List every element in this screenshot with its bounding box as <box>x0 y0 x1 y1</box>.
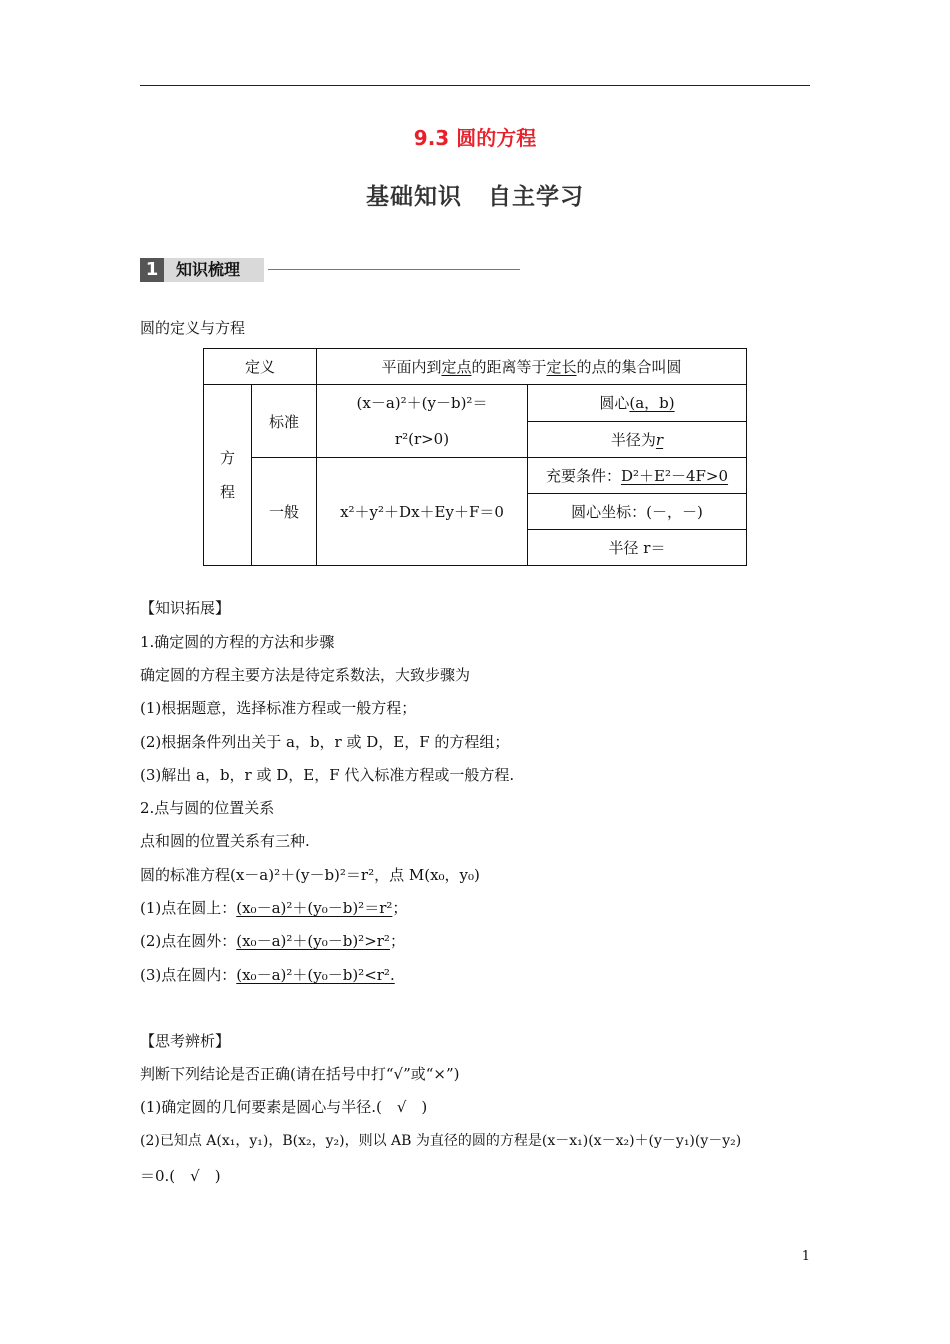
standard-radius-cell: 半径为r <box>528 421 747 458</box>
think-question-1: (1)确定圆的几何要素是圆心与半径.( √ ) <box>140 1098 428 1116</box>
standard-center-cell: 圆心(a，b) <box>528 385 747 422</box>
section-bar <box>140 258 264 282</box>
standard-center-value: (a，b) <box>629 394 675 413</box>
case-outside-circle: (2)点在圆外：(x₀－a)²＋(y₀－b)²>r²； <box>140 932 405 950</box>
section-bar-label: 知识梳理 <box>176 260 241 279</box>
standard-equation-cell <box>317 385 528 458</box>
section-bar-line <box>268 269 520 270</box>
knowledge-expand-heading: 【知识拓展】 <box>140 599 231 617</box>
expand-step-2: (2)根据条件列出关于 a，b，r 或 D，E，F 的方程组； <box>140 733 510 751</box>
section-number: 1 <box>140 258 164 282</box>
def-text-cell: 平面内到定点的距离等于定长的点的集合叫圆 <box>317 349 747 385</box>
expand-heading-2: 2.点与圆的位置关系 <box>140 799 275 817</box>
standard-equation-1: (x－a)²＋(y－b)²＝ <box>356 394 488 412</box>
expand-heading-1: 1.确定圆的方程的方法和步骤 <box>140 633 335 651</box>
section-title-right: 自主学习 <box>488 184 584 210</box>
case-outside-circle-eq: (x₀－a)²＋(y₀－b)²>r² <box>236 932 390 950</box>
general-center-cell: 圆心坐标：(－，－) <box>528 494 747 530</box>
section-title <box>0 178 950 211</box>
case-inside-circle-eq: (x₀－a)²＋(y₀－b)²<r². <box>236 966 395 984</box>
general-condition-cell: 充要条件：D²＋E²－4F>0 <box>528 458 747 494</box>
fixed-length-term: 定长 <box>546 358 577 376</box>
think-heading: 【思考辨析】 <box>140 1032 231 1050</box>
general-radius-cell: 半径 r＝ <box>528 530 747 566</box>
expand-paragraph-2: 点和圆的位置关系有三种. <box>140 832 310 850</box>
page-number: 1 <box>801 1249 810 1264</box>
equation-label-cell: 方 程 <box>204 385 252 566</box>
expand-step-1: (1)根据题意，选择标准方程或一般方程； <box>140 699 417 717</box>
fixed-point-term: 定点 <box>441 358 472 376</box>
expand-paragraph-1: 确定圆的方程主要方法是待定系数法，大致步骤为 <box>140 666 471 684</box>
def-label-cell <box>204 349 317 385</box>
general-label-cell: 一般 <box>252 458 317 566</box>
chapter-title: 9.3 圆的方程 <box>413 126 537 150</box>
expand-step-3: (3)解出 a，b，r 或 D，E，F 代入标准方程或一般方程. <box>140 766 515 784</box>
case-on-circle: (1)点在圆上：(x₀－a)²＋(y₀－b)²＝r²； <box>140 899 408 917</box>
header-rule <box>140 85 810 86</box>
case-on-circle-eq: (x₀－a)²＋(y₀－b)²＝r² <box>236 899 393 917</box>
think-question-2-line-1: (2)已知点 A(x₁，y₁)，B(x₂，y₂)，则以 AB 为直径的圆的方程是(x－x₁)(x－x₂)＋(y－y₁)(y－y₂) <box>140 1133 742 1149</box>
section-title-left: 基础知识 <box>366 184 462 210</box>
circle-definition-table <box>203 348 747 566</box>
standard-equation-2: r²(r>0) <box>394 430 450 448</box>
expand-paragraph-3: 圆的标准方程(x－a)²＋(y－b)²＝r²，点 M(x₀，y₀) <box>140 866 480 884</box>
general-condition-value: D²＋E²－4F>0 <box>620 467 729 485</box>
table-caption: 圆的定义与方程 <box>140 319 246 337</box>
case-inside-circle: (3)点在圆内：(x₀－a)²＋(y₀－b)²<r². <box>140 966 395 984</box>
standard-radius-value: r <box>655 430 664 449</box>
general-equation-cell <box>317 458 528 566</box>
think-question-2-line-2: ＝0.( √ ) <box>140 1167 221 1185</box>
standard-label-cell: 标准 <box>252 385 317 458</box>
general-equation: x²＋y²＋Dx＋Ey＋F＝0 <box>340 503 504 521</box>
def-label: 定义 <box>244 358 275 376</box>
think-intro: 判断下列结论是否正确(请在括号中打“√”或“×”) <box>140 1065 460 1083</box>
